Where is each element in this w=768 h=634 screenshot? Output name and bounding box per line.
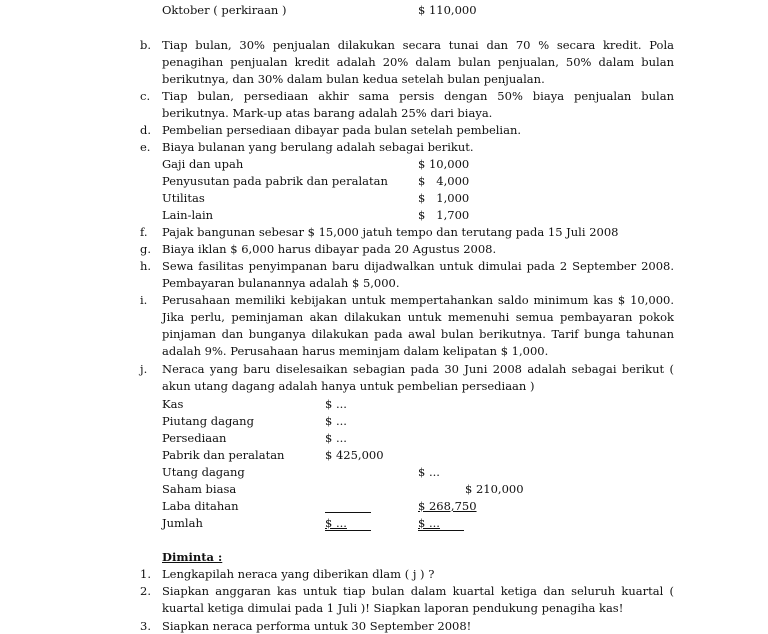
item-j-letter: j. <box>140 362 148 376</box>
item-g-text: Biaya iklan $ 6,000 harus dibayar pada 20 Agustus 2008. <box>162 242 497 256</box>
balance-label-saham: Saham biasa <box>162 482 237 496</box>
balance-value-kas: $ ... <box>325 397 347 411</box>
diminta-heading: Diminta : <box>162 550 223 564</box>
diminta-num: 1. <box>140 567 151 581</box>
double-rule <box>325 530 371 531</box>
balance-value-piutang: $ ... <box>325 414 347 428</box>
expense-value: $ 1,700 <box>418 208 470 222</box>
diminta-text: Siapkan neraca performa untuk 30 September 2008! <box>162 619 472 633</box>
item-b-letter: b. <box>140 38 152 52</box>
expense-label: Penyusutan pada pabrik dan peralatan <box>162 174 388 188</box>
balance-value-utang: $ ... <box>418 465 440 479</box>
balance-value-laba: $ 268,750 <box>418 499 477 513</box>
balance-label-pabrik: Pabrik dan peralatan <box>162 448 285 462</box>
balance-label-laba: Laba ditahan <box>162 499 239 513</box>
item-e-text: Biaya bulanan yang berulang adalah sebagai berikut. <box>162 140 474 154</box>
balance-total-right: $ ... <box>418 516 440 530</box>
double-rule <box>418 530 464 531</box>
balance-label-jumlah: Jumlah <box>162 516 203 530</box>
expense-label: Lain-lain <box>162 208 214 222</box>
item-i-text: Perusahaan memiliki kebijakan untuk mempertahankan saldo minimum kas $ 10,000. Jika perlu, peminjaman akan dilakukan untuk memenuhi semua pembayaran pokok pinjaman dan bunganya dilakukan pada awal bulan berikutnya. Tarif bunga tahunan adalah 9%. Perusahaan harus meminjam dalam kelipatan $ 1,000. <box>162 293 674 358</box>
item-b-text: Tiap bulan, 30% penjualan dilakukan secara tunai dan 70 % secara kredit. Pola penagihan penjualan kredit adalah 20% dalam bulan penjualan, 50% dalam bulan berikutnya, dan 30% dalam bulan kedua setelah bulan penjualan. <box>162 38 674 86</box>
expense-value: $ 10,000 <box>418 157 470 171</box>
expense-label: Gaji dan upah <box>162 157 244 171</box>
item-c-letter: c. <box>140 89 151 103</box>
balance-total-left: $ ... <box>325 516 347 530</box>
item-f-text: Pajak bangunan sebesar $ 15,000 jatuh tempo dan terutang pada 15 Juli 2008 <box>162 225 619 239</box>
item-d-letter: d. <box>140 123 152 137</box>
balance-label-utang: Utang dagang <box>162 465 245 479</box>
diminta-num: 3. <box>140 619 151 633</box>
item-j-text: Neraca yang baru diselesaikan sebagian pada 30 Juni 2008 adalah sebagai berikut ( akun utang dagang adalah hanya untuk pembelian persediaan ) <box>162 362 674 393</box>
diminta-text: Lengkapilah neraca yang diberikan dlam ( j ) ? <box>162 567 435 581</box>
balance-value-saham: $ 210,000 <box>465 482 524 496</box>
balance-label-persediaan: Persediaan <box>162 431 227 445</box>
balance-value-persediaan: $ ... <box>325 431 347 445</box>
item-g-letter: g. <box>140 242 152 256</box>
item-e-letter: e. <box>140 140 151 154</box>
item-h-letter: h. <box>140 259 152 273</box>
expense-value: $ 1,000 <box>418 191 470 205</box>
item-i-letter: i. <box>140 293 148 307</box>
item-c-text: Tiap bulan, persediaan akhir sama persis dengan 50% biaya penjualan bulan berikutnya. Mark-up atas barang adalah 25% dari biaya. <box>162 89 674 120</box>
expense-value: $ 4,000 <box>418 174 470 188</box>
top-value: $ 110,000 <box>418 3 477 17</box>
expense-label: Utilitas <box>162 191 205 205</box>
diminta-num: 2. <box>140 584 151 598</box>
item-d-text: Pembelian persediaan dibayar pada bulan setelah pembelian. <box>162 123 522 137</box>
item-f-letter: f. <box>140 225 148 239</box>
diminta-text: Siapkan anggaran kas untuk tiap bulan dalam kuartal ketiga dan seluruh kuartal ( kuartal ketiga dimulai pada 1 Juli )! Siapkan laporan pendukung penagiha kas! <box>162 584 674 615</box>
divider <box>325 512 371 513</box>
top-label: Oktober ( perkiraan ) <box>162 3 287 17</box>
balance-value-pabrik: $ 425,000 <box>325 448 384 462</box>
item-h-text: Sewa fasilitas penyimpanan baru dijadwalkan untuk dimulai pada 2 September 2008. Pembayaran bulanannya adalah $ 5,000. <box>162 259 674 290</box>
balance-label-piutang: Piutang dagang <box>162 414 254 428</box>
balance-label-kas: Kas <box>162 397 184 411</box>
